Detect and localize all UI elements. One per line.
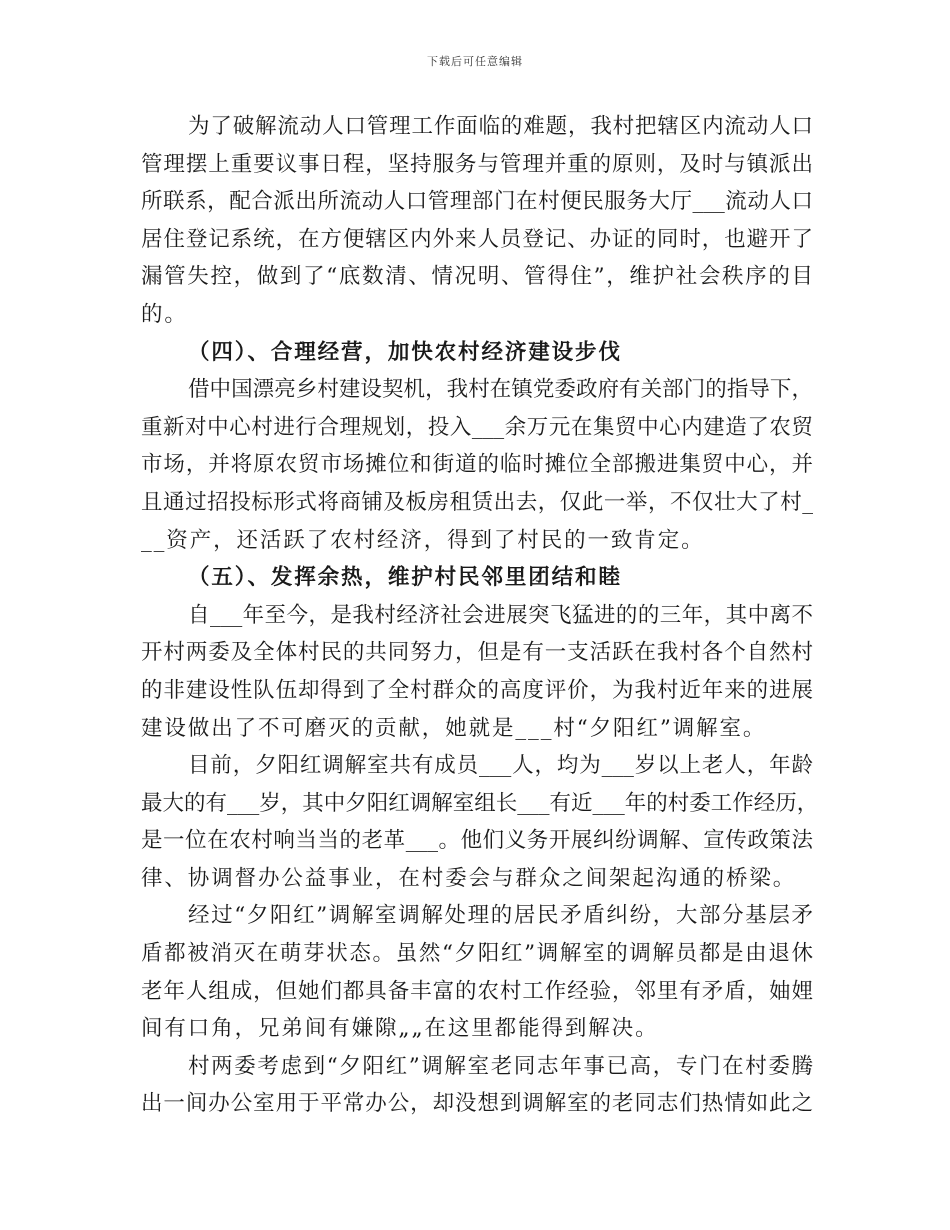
paragraph-line: 为了破解流动人口管理工作面临的难题，我村把辖区内流动人口 — [188, 114, 813, 139]
paragraph-line: 目前，夕阳红调解室共有成员___人，均为___岁以上老人，年龄 — [188, 753, 813, 779]
document-body — [141, 108, 819, 1123]
paragraph-line: 漏管失控，做到了“底数清、情况明、管得住”，维护社会秩序的目 — [141, 264, 813, 290]
paragraph-line: 经过“夕阳红”调解室调解处理的居民矛盾纠纷，大部分基层矛 — [188, 903, 813, 929]
paragraph-line: 间有口角，兄弟间有嫌隙„„在这里都能得到解决。 — [141, 1016, 659, 1042]
paragraph-line: 的非建设性队伍却得到了全村群众的高度评价，为我村近年来的进展 — [141, 677, 813, 703]
page-header-note: 下载后可任意编辑 — [427, 55, 523, 68]
paragraph-line: 管理摆上重要议事日程，坚持服务与管理并重的原则，及时与镇派出 — [141, 151, 813, 177]
paragraph-line: 最大的有___岁，其中夕阳红调解室组长___有近___年的村委工作经历， — [141, 790, 819, 816]
paragraph-line: 且通过招投标形式将商铺及板房租赁出去，仅此一举，不仅壮大了村_ — [141, 489, 813, 515]
section-heading: （五）、发挥余热，维护村民邻里团结和睦 — [188, 565, 622, 591]
paragraph-line: 村两委考虑到“夕阳红”调解室老同志年事已高，专门在村委腾 — [188, 1053, 813, 1079]
paragraph-line: 出一间办公室用于平常办公，却没想到调解室的老同志们热情如此之 — [141, 1091, 813, 1117]
paragraph-line: 老年人组成，但她们都具备丰富的农村工作经验，邻里有矛盾，妯娌 — [141, 978, 813, 1004]
paragraph-line: 借中国漂亮乡村建设契机，我村在镇党委政府有关部门的指导下， — [188, 377, 813, 403]
paragraph-line: __资产，还活跃了农村经济，得到了村民的一致肯定。 — [141, 527, 705, 553]
paragraph-line: 重新对中心村进行合理规划，投入___余万元在集贸中心内建造了农贸 — [141, 414, 813, 440]
paragraph-line: 开村两委及全体村民的共同努力，但是有一支活跃在我村各个自然村 — [141, 640, 813, 666]
paragraph-line: 所联系，配合派出所流动人口管理部门在村便民服务大厅___流动人口 — [141, 189, 813, 215]
paragraph-line: 是一位在农村响当当的老革___。他们义务开展纠纷调解、宣传政策法 — [141, 828, 813, 854]
paragraph-line: 律、协调督办公益事业，在村委会与群众之间架起沟通的桥梁。 — [141, 865, 797, 891]
paragraph-line: 居住登记系统，在方便辖区内外来人员登记、办证的同时，也避开了 — [141, 226, 813, 252]
paragraph-line: 自___年至今，是我村经济社会进展突飞猛进的的三年，其中离不 — [188, 602, 813, 628]
paragraph-line: 盾都被消灭在萌芽状态。虽然“夕阳红”调解室的调解员都是由退休 — [141, 941, 813, 967]
paragraph-line: 市场，并将原农贸市场摊位和街道的临时摊位全部搬进集贸中心，并 — [141, 452, 813, 478]
section-heading: （四）、合理经营，加快农村经济建设步伐 — [188, 339, 622, 365]
paragraph-line: 的。 — [141, 301, 188, 327]
paragraph-line: 建设做出了不可磨灭的贡献，她就是___村“夕阳红”调解室。 — [141, 715, 767, 741]
